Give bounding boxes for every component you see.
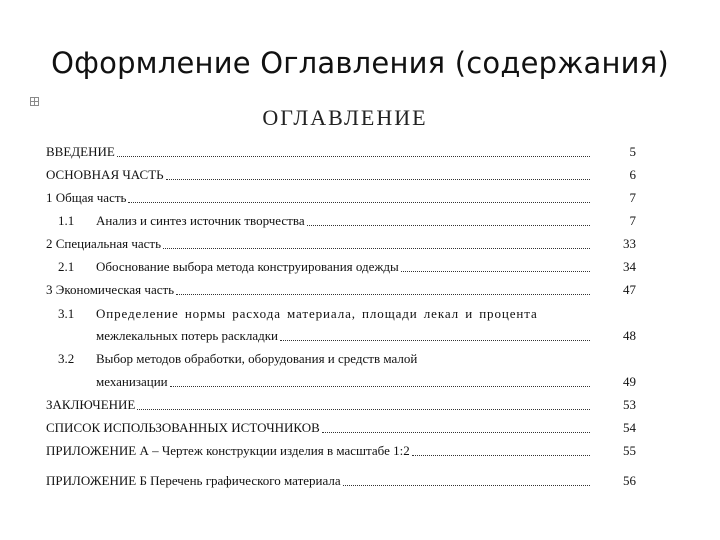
toc-entry (58, 211, 636, 229)
toc-entry-page: 55 (623, 443, 636, 458)
toc-entry-text: ПРИЛОЖЕНИЕ А – Чертеж конструкции изделия в масштабе 1:2 (46, 443, 410, 458)
toc-entry-text: 3 Экономическая часть (46, 282, 175, 297)
toc-entry (46, 234, 636, 252)
toc-entry (46, 395, 636, 413)
toc-leader (166, 178, 590, 180)
toc-leader (163, 247, 590, 249)
toc-entry-text: Обоснование выбора метода конструирования одежды (96, 259, 399, 274)
toc-leader (343, 484, 590, 486)
toc-entry-number: 1.1 (58, 213, 75, 228)
toc-entry (46, 280, 636, 298)
toc-entry-page: 48 (623, 328, 636, 343)
toc-entry-text: Выбор методов обработки, оборудования и средств малой (96, 351, 418, 366)
toc-entry (46, 471, 636, 489)
toc-entry (46, 441, 636, 459)
toc-leader (280, 339, 590, 341)
toc-leader (176, 293, 590, 295)
toc-entry-line2 (58, 372, 636, 390)
toc-entry-number: 3.2 (58, 351, 75, 366)
toc-entry-text: ОСНОВНАЯ ЧАСТЬ (46, 167, 164, 182)
toc-entry-page: 7 (629, 190, 636, 205)
toc-leader (117, 155, 590, 157)
toc-leader (128, 201, 590, 203)
toc-entry-page: 6 (629, 167, 636, 182)
toc-leader (307, 224, 590, 226)
toc-entry-number: 3.1 (58, 306, 75, 321)
toc-leader (137, 408, 590, 410)
toc-leader (170, 385, 590, 387)
toc-entry-text: 2 Специальная часть (46, 236, 162, 251)
toc-entry-text: 1 Общая часть (46, 190, 127, 205)
toc-entry-page: 53 (623, 397, 636, 412)
toc-entry-page: 33 (623, 236, 636, 251)
toc-entry-text: ПРИЛОЖЕНИЕ Б Перечень графического материала (46, 473, 341, 488)
toc-entry-page: 54 (623, 420, 636, 435)
toc-entry-page: 7 (629, 213, 636, 228)
toc-entry-text: ЗАКЛЮЧЕНИЕ (46, 397, 136, 412)
toc-entry-line2 (58, 326, 636, 344)
slide-title: Оформление Оглавления (содержания) (51, 46, 669, 80)
toc-leader (401, 270, 590, 272)
toc-entry (46, 142, 636, 160)
toc-entry-number: 2.1 (58, 259, 75, 274)
toc-entry-line1 (58, 349, 636, 367)
toc-entry (58, 257, 636, 275)
toc-entry-page: 47 (623, 282, 636, 297)
toc-leader (412, 454, 590, 456)
toc-entry (46, 165, 636, 183)
toc-entry (46, 418, 636, 436)
toc-entry-page: 56 (623, 473, 636, 488)
toc-entry-page: 5 (629, 144, 636, 159)
toc-leader (322, 431, 590, 433)
toc-entry-text: ВВЕДЕНИЕ (46, 144, 115, 159)
toc-entry-line1 (58, 304, 636, 322)
toc-entry-text: СПИСОК ИСПОЛЬЗОВАННЫХ ИСТОЧНИКОВ (46, 420, 320, 435)
toc-heading: ОГЛАВЛЕНИЕ (262, 105, 428, 130)
toc-entry-page: 34 (623, 259, 636, 274)
toc-entry-text: Анализ и синтез источник творчества (96, 213, 305, 228)
toc-entry-text: Определение нормы расхода материала, площади лекал и процента (96, 306, 538, 321)
toc-entry-text: межлекальных потерь раскладки (96, 328, 279, 343)
toc-entry-page: 49 (623, 374, 636, 389)
toc-entry (46, 188, 636, 206)
toc-entry-text: механизации (96, 374, 168, 389)
